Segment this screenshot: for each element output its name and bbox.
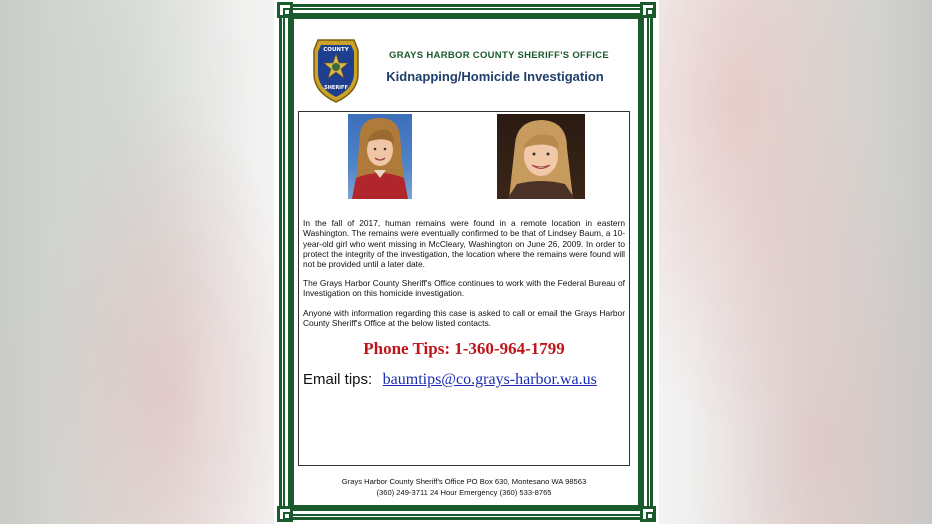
victim-photo-1 (348, 114, 412, 199)
email-tips-label: Email tips: (303, 371, 373, 388)
footer-address: Grays Harbor County Sheriff's Office PO Box 630, Montesano WA 98563 (341, 477, 587, 486)
content-panel (298, 111, 630, 466)
background-blur-right (652, 0, 932, 524)
frame-corner-ornament (277, 506, 293, 522)
footer-phone-numbers: (360) 249-3711 24 Hour Emergency (360) 533-8765 (376, 488, 552, 497)
email-tips-link[interactable]: baumtips@co.grays-harbor.wa.us (382, 371, 597, 388)
email-tips-row (303, 371, 629, 389)
flyer-document (274, 0, 659, 524)
frame-corner-ornament (640, 2, 656, 18)
sheriff-badge-icon (310, 36, 362, 104)
badge-bottom-text: SHERIFF (324, 85, 348, 91)
badge-top-text: COUNTY (323, 47, 349, 53)
paragraph-call-to-action: Anyone with information regarding this case is asked to call or email the Grays Harbor County Sheriff's Office at the below listed contacts. (303, 308, 625, 329)
frame-corner-ornament (640, 506, 656, 522)
paragraph-remains-found: In the fall of 2017, human remains were found in a remote location in eastern Washington. The remains were eventually confirmed to be that of Lindsey Baum, a 10-year-old girl who went missing in McCleary, Washington on June 26, 2009. In order to protect the integrity of the investigation, the location where the remains were found will not be provided until a later date. (303, 218, 625, 270)
page-title: Kidnapping/Homicide Investigation (386, 69, 604, 84)
paragraph-fbi-cooperation: The Grays Harbor County Sheriff's Office continues to work with the Federal Bureau of Investigation on this homicide investigation. (303, 278, 625, 299)
victim-photo-2 (497, 114, 585, 199)
frame-corner-ornament (277, 2, 293, 18)
organization-title: GRAYS HARBOR COUNTY SHERIFF'S OFFICE (389, 50, 609, 61)
phone-tips[interactable]: Phone Tips: 1-360-964-1799 (363, 339, 565, 358)
background-blur-left (0, 0, 280, 524)
